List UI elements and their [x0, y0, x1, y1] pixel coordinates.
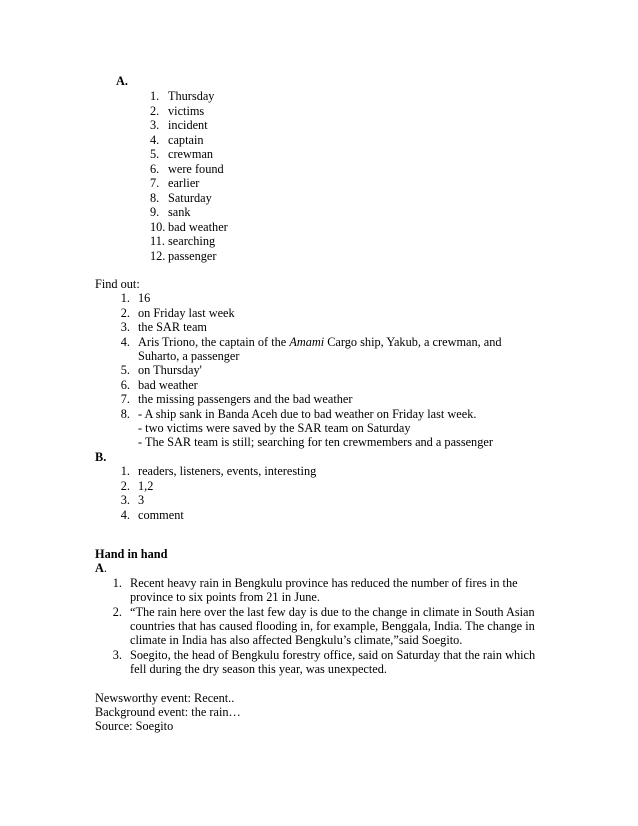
source-line: Source: Soegito — [95, 719, 174, 734]
item-number: 5. — [120, 363, 130, 378]
item-text: 3 — [138, 493, 145, 508]
hand-in-hand-section — [95, 547, 565, 734]
list-item — [95, 363, 555, 377]
list-item — [150, 147, 228, 162]
list-item — [150, 162, 228, 177]
item-text: victims — [168, 103, 205, 118]
item-text: bad weather — [138, 377, 198, 392]
list-item — [150, 191, 228, 206]
list-item — [95, 320, 555, 334]
item-text: on Thursday' — [138, 363, 202, 378]
item-text: Saturday — [168, 190, 212, 205]
item-text: comment — [138, 507, 184, 522]
subheading-dot: . — [103, 561, 107, 576]
list-item — [150, 118, 228, 133]
item-text-line: climate in India has also affected Bengkulu’s climate,”said Soegito. — [130, 633, 463, 648]
list-item — [95, 648, 565, 677]
item-text: searching — [168, 234, 216, 248]
item-number: 6. — [150, 161, 160, 176]
item-number: 2. — [120, 478, 130, 493]
subheading-letter: A — [95, 561, 104, 576]
item-text-part: Aris Triono, the captain of the — [138, 334, 290, 349]
item-text: 16 — [138, 291, 151, 306]
find-out-title: Find out: — [95, 277, 140, 291]
find-out-section — [95, 277, 555, 522]
list-item — [95, 378, 555, 392]
item-number: 3. — [150, 118, 160, 132]
ship-name: Amami — [289, 334, 325, 349]
item-number: 4. — [150, 132, 160, 147]
item-text — [130, 407, 533, 450]
list-item — [150, 205, 228, 220]
list-item — [150, 133, 228, 148]
hand-in-hand-list — [95, 576, 565, 677]
list-item — [150, 176, 228, 191]
item-number: 6. — [120, 377, 130, 392]
event-summary — [95, 691, 565, 734]
item-number: 5. — [150, 147, 160, 161]
item-text: earlier — [168, 176, 200, 190]
item-number: 1. — [120, 464, 130, 479]
find-out-list — [95, 291, 555, 449]
item-number: 7. — [150, 176, 160, 190]
item-number: 8. — [150, 190, 160, 205]
list-item — [95, 605, 565, 648]
item-number: 4. — [120, 334, 130, 349]
item-number: 9. — [150, 205, 160, 219]
section-a-heading: A. — [116, 74, 128, 88]
item-number: 2. — [120, 305, 130, 320]
item-number: 12. — [150, 248, 166, 263]
item-text: crewman — [168, 147, 214, 161]
list-item — [95, 464, 555, 478]
hand-in-hand-title: Hand in hand — [95, 547, 168, 561]
list-item — [95, 306, 555, 320]
hand-in-hand-subheading — [95, 561, 565, 575]
section-a-list — [150, 89, 228, 263]
section-b-heading: B. — [95, 449, 107, 464]
list-item — [95, 479, 555, 493]
list-item — [95, 291, 555, 305]
item-text — [122, 648, 550, 677]
list-item — [95, 576, 565, 605]
list-item — [95, 493, 555, 507]
item-text-line: countries that has caused flooding in, for example, Benggala, India. The change in — [130, 619, 535, 634]
item-text: captain — [168, 132, 204, 147]
item-text — [130, 335, 533, 364]
item-text-part: Suharto, a passenger — [138, 349, 240, 364]
list-item — [150, 249, 228, 264]
item-text-line: Soegito, the head of Bengkulu forestry office, said on Saturday that the rain which — [130, 647, 536, 662]
item-text: the missing passengers and the bad weather — [138, 392, 353, 407]
item-number: 10. — [150, 219, 166, 234]
item-number: 1. — [150, 89, 160, 103]
section-b-list — [95, 464, 555, 522]
item-text: Thursday — [168, 89, 215, 103]
item-text: bad weather — [168, 219, 228, 234]
item-text: 1,2 — [138, 478, 154, 493]
list-item — [95, 392, 555, 406]
item-number: 3. — [112, 647, 122, 662]
list-item — [95, 407, 555, 450]
item-number: 7. — [120, 392, 130, 407]
item-text: were found — [168, 161, 224, 176]
item-text: the SAR team — [138, 320, 207, 335]
item-text-line: fell during the dry season this year, was unexpected. — [130, 662, 387, 677]
item-text: incident — [168, 118, 208, 132]
item-number: 8. — [120, 406, 130, 421]
item-number: 2. — [150, 103, 160, 118]
item-text-line: province to six points from 21 in June. — [130, 590, 320, 605]
item-text-part: Cargo ship, Yakub, a crewman, and — [324, 334, 502, 349]
item-text-line: - two victims were saved by the SAR team on Saturday — [138, 421, 411, 436]
item-text-line: - A ship sank in Banda Aceh due to bad weather on Friday last week. — [138, 406, 477, 421]
list-item — [150, 234, 228, 249]
item-text-line: Recent heavy rain in Bengkulu province has reduced the number of fires in the — [130, 575, 518, 590]
item-text-line: - The SAR team is still; searching for ten crewmembers and a passenger — [138, 435, 493, 450]
item-number: 1. — [120, 291, 130, 306]
newsworthy-event: Newsworthy event: Recent.. — [95, 690, 235, 705]
item-text — [122, 576, 550, 605]
list-item — [150, 220, 228, 235]
item-number: 2. — [112, 604, 122, 619]
list-item — [95, 508, 555, 522]
list-item — [150, 104, 228, 119]
item-number: 1. — [112, 575, 122, 590]
item-text — [122, 605, 550, 648]
item-text: readers, listeners, events, interesting — [138, 464, 317, 479]
item-text: sank — [168, 205, 191, 219]
item-number: 4. — [120, 507, 130, 522]
item-number: 3. — [120, 320, 130, 335]
item-text-line: “The rain here over the last few day is due to the change in climate in South Asian — [130, 604, 535, 619]
item-text: on Friday last week — [138, 305, 235, 320]
background-event: Background event: the rain… — [95, 705, 241, 720]
item-number: 3. — [120, 493, 130, 508]
list-item — [150, 89, 228, 104]
list-item — [95, 335, 555, 364]
item-text: passenger — [168, 248, 217, 263]
item-number: 11. — [150, 234, 165, 248]
